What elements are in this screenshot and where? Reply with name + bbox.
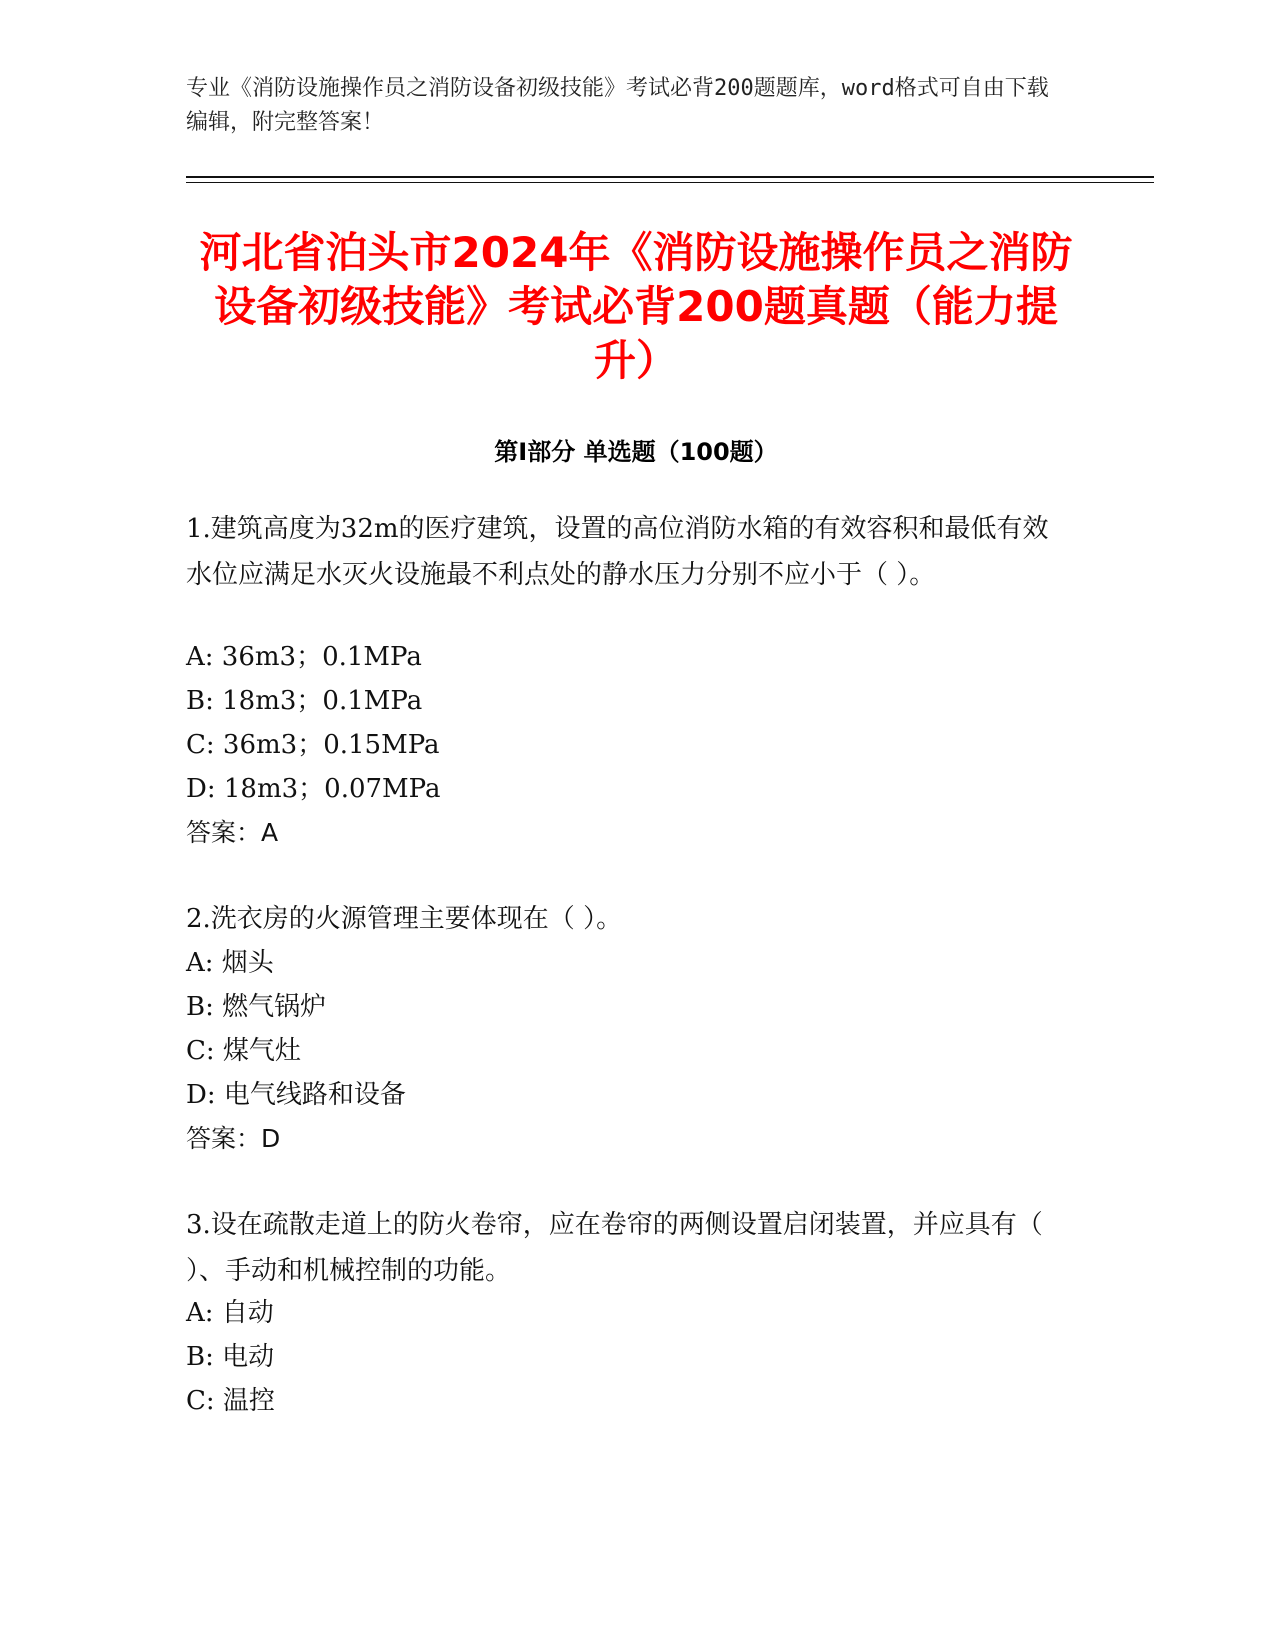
document-title: 河北省泊头市2024年《消防设施操作员之消防设备初级技能》考试必背200题真题（能力提升） (199, 228, 1073, 385)
question-3-text: 3.设在疏散走道上的防火卷帘，应在卷帘的两侧设置启闭装置，并应具有（ ）、手动和机械控制的功能。 (186, 1210, 1043, 1286)
question-1-option-d: D: 18m3；0.07MPa (186, 774, 441, 804)
question-3-option-b: B: 电动 (186, 1342, 275, 1372)
question-2-option-b: B: 燃气锅炉 (186, 992, 327, 1022)
header-note: 专业《消防设施操作员之消防设备初级技能》考试必背200题题库，word格式可自由下载编辑，附完整答案！ (186, 76, 1049, 135)
section-title: 第I部分 单选题（100题） (494, 438, 778, 466)
question-1-option-c: C: 36m3；0.15MPa (186, 730, 440, 760)
question-3-option-a: A: 自动 (186, 1298, 274, 1328)
question-2-answer: 答案：D (186, 1124, 281, 1153)
question-1-text: 1.建筑高度为32m的医疗建筑，设置的高位消防水箱的有效容积和最低有效水位应满足水灭火设施最不利点处的静水压力分别不应小于（ ）。 (186, 514, 1049, 590)
header-rule-thick (186, 176, 1154, 178)
question-2-option-c: C: 煤气灶 (186, 1036, 301, 1066)
question-1-answer: 答案：A (186, 818, 279, 847)
question-2-option-a: A: 烟头 (186, 948, 274, 978)
question-3-option-c: C: 温控 (186, 1386, 275, 1416)
question-2-option-d: D: 电气线路和设备 (186, 1080, 406, 1110)
question-1-option-b: B: 18m3；0.1MPa (186, 686, 423, 716)
header-rule-thin (186, 182, 1154, 183)
question-2-text: 2.洗衣房的火源管理主要体现在（ ）。 (186, 904, 623, 934)
question-1-option-a: A: 36m3；0.1MPa (186, 642, 422, 672)
